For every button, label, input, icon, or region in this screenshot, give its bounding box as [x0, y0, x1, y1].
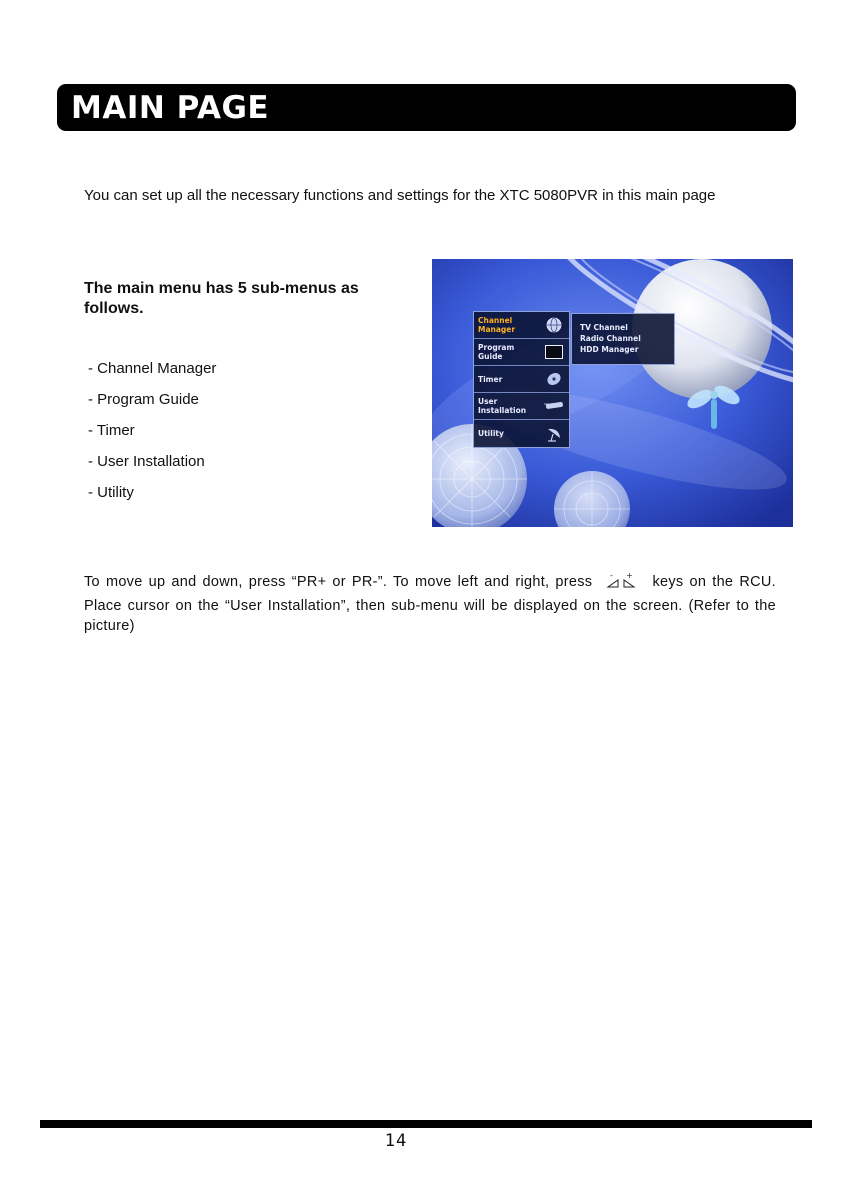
- submenu-heading-line2: follows.: [84, 300, 144, 317]
- submenu-list: [88, 359, 216, 514]
- osd-submenu: [571, 313, 675, 365]
- list-item: - Timer: [88, 422, 135, 439]
- title-banner: [57, 84, 796, 131]
- submenu-item-tv-channel[interactable]: TV Channel: [580, 323, 628, 332]
- instructions-text-part2: keys on the RCU. Place cursor on the “User Installation”, then sub-menu will be displayed on the screen. (Refer to the picture): [84, 574, 776, 634]
- menu-item-label: Channel Manager: [478, 316, 516, 334]
- disc-icon: [544, 371, 564, 387]
- svg-text:-: -: [610, 571, 614, 580]
- menu-item-label: Utility: [478, 429, 504, 438]
- page-number: 14: [384, 1131, 408, 1151]
- list-item: - Utility: [88, 484, 134, 501]
- intro-paragraph: You can set up all the necessary functions and settings for the XTC 5080PVR in this main page: [84, 187, 716, 204]
- menu-item-user-installation[interactable]: [474, 393, 569, 420]
- list-item: - Program Guide: [88, 391, 199, 408]
- list-item: - User Installation: [88, 453, 205, 470]
- submenu-heading: [84, 279, 416, 319]
- list-item: - Channel Manager: [88, 360, 217, 377]
- submenu-heading-line1: The main menu has 5 sub-menus as: [84, 280, 359, 297]
- instructions-paragraph: [84, 571, 776, 637]
- volume-keys-icon: [606, 571, 640, 596]
- page-title: MAIN PAGE: [71, 89, 270, 126]
- satellite-dish-icon: [544, 426, 564, 442]
- menu-item-label: User Installation: [478, 397, 527, 415]
- menu-item-program-guide[interactable]: [474, 339, 569, 366]
- remote-control-icon: [544, 398, 564, 414]
- osd-main-menu: [473, 311, 570, 448]
- instructions-text-part1: To move up and down, press “PR+ or PR-”. To move left and right, press: [84, 574, 593, 590]
- menu-item-channel-manager[interactable]: [474, 312, 569, 339]
- menu-screenshot: [432, 259, 793, 527]
- menu-item-utility[interactable]: [474, 420, 569, 447]
- globe-icon: [544, 317, 564, 333]
- menu-item-timer[interactable]: [474, 366, 569, 393]
- menu-item-label: Timer: [478, 374, 503, 384]
- footer-rule: [40, 1120, 812, 1128]
- submenu-item-hdd-manager[interactable]: HDD Manager: [580, 345, 639, 354]
- tv-screen-icon: [544, 344, 564, 360]
- menu-item-label: Program Guide: [478, 343, 515, 361]
- svg-text:+: +: [626, 571, 634, 580]
- submenu-item-radio-channel[interactable]: Radio Channel: [580, 334, 641, 343]
